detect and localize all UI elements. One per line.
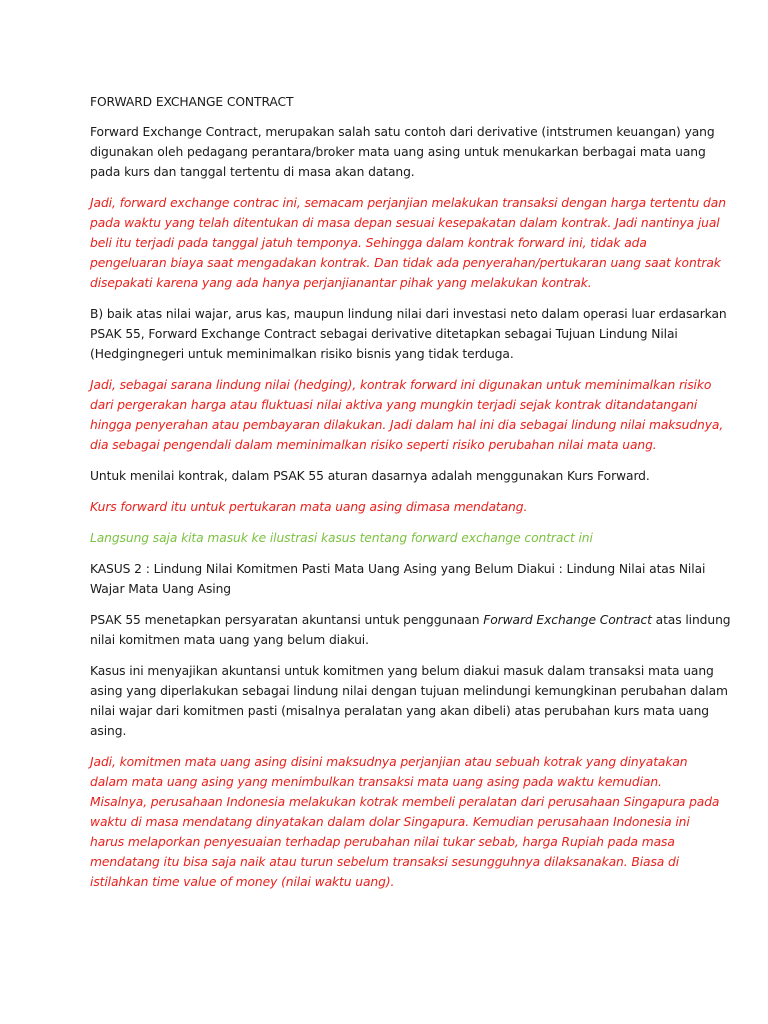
text-segment: PSAK 55 menetapkan persyaratan akuntansi untuk penggunaan — [90, 613, 484, 627]
text-line: mendatang itu bisa saja naik atau turun sebelum transaksi sesungguhnya dilaksanakan. Biasa di — [90, 855, 680, 869]
text-line: Langsung saja kita masuk ke ilustrasi kasus tentang forward exchange contract ini — [90, 531, 593, 545]
text-line: pada kurs dan tanggal tertentu di masa akan datang. — [90, 165, 415, 179]
text-line: Kurs forward itu untuk pertukaran mata uang asing dimasa mendatang. — [90, 500, 528, 514]
paragraph-case-description — [90, 661, 728, 741]
text-line: Kasus ini menyajikan akuntansi untuk komitmen yang belum diakui masuk dalam transaksi mata uang — [90, 664, 714, 678]
text-line: PSAK 55, Forward Exchange Contract sebagai derivative ditetapkan sebagai Tujuan Lindung Nilai — [90, 327, 678, 341]
text-segment: atas lindung — [651, 613, 731, 627]
text-line: (Hedgingnegeri untuk meminimalkan risiko bisnis yang tidak terduga. — [90, 347, 514, 361]
paragraph-explanation-2 — [90, 375, 724, 455]
text-line: beli itu terjadi pada tanggal jatuh temponya. Sehingga dalam kontrak forward ini, tidak ada — [90, 236, 647, 250]
text-line: dalam mata uang asing yang menimbulkan transaksi mata uang asing pada waktu kemudian. — [90, 775, 662, 789]
text-line: B) baik atas nilai wajar, arus kas, maupun lindung nilai dari investasi neto dalam operasi luar erdasarkan — [90, 307, 727, 321]
text-line: hingga penyerahan atau pembayaran dilakukan. Jadi dalam hal ini dia sebagai lindung nilai maksudnya, — [90, 418, 724, 432]
document-body — [90, 92, 731, 903]
paragraph-definition — [90, 122, 715, 182]
paragraph-explanation-4 — [90, 752, 720, 892]
text-line: KASUS 2 : Lindung Nilai Komitmen Pasti Mata Uang Asing yang Belum Diakui : Lindung Nilai atas Nilai — [90, 562, 706, 576]
text-line: harus melaporkan penyesuaian terhadap perubahan nilai tukar sebab, harga Rupiah pada masa — [90, 835, 675, 849]
text-line: disepakati karena yang ada hanya perjanjianantar pihak yang melakukan kontrak. — [90, 276, 592, 290]
text-line: waktu di masa mendatang dinyatakan dalam dolar Singapura. Kemudian perusahaan Indonesia ini — [90, 815, 690, 829]
paragraph-kurs-forward-rule — [90, 466, 690, 486]
text-line: istilahkan time value of money (nilai waktu uang). — [90, 875, 395, 889]
text-line: Jadi, komitmen mata uang asing disini maksudnya perjanjian atau sebuah kotrak yang dinyatakan — [90, 755, 688, 769]
document-title: FORWARD EXCHANGE CONTRACT — [90, 95, 294, 109]
case-heading — [90, 559, 706, 599]
text-line: nilai komitmen mata uang yang belum diakui. — [90, 633, 369, 647]
text-line: dari pergerakan harga atau fluktuasi nilai aktiva yang mungkin terjadi sejak kontrak ditandatangani — [90, 398, 698, 412]
text-line: Forward Exchange Contract, merupakan salah satu contoh dari derivative (intstrumen keuangan) yang — [90, 125, 715, 139]
text-line: pada waktu yang telah ditentukan di masa depan sesuai kesepakatan dalam kontrak. Jadi nantinya jual — [90, 216, 720, 230]
paragraph-illustration-note — [90, 528, 690, 548]
paragraph-psak55-requirements — [90, 610, 731, 650]
text-line: digunakan oleh pedagang perantara/broker mata uang asing untuk menukarkan berbagai mata uang — [90, 145, 706, 159]
text-line: Jadi, forward exchange contrac ini, semacam perjanjian melakukan transaksi dengan harga tertentu dan — [90, 196, 726, 210]
text-line: Jadi, sebagai sarana lindung nilai (hedging), kontrak forward ini digunakan untuk meminimalkan risiko — [90, 378, 712, 392]
text-segment-italic: Forward Exchange Contract — [483, 613, 652, 627]
paragraph-explanation-1 — [90, 193, 726, 293]
paragraph-explanation-3 — [90, 497, 690, 517]
text-line: asing. — [90, 724, 127, 738]
text-line: asing yang diperlakukan sebagai lindung nilai dengan tujuan melindungi kemungkinan perubahan dalam — [90, 684, 728, 698]
paragraph-psak55-hedging — [90, 304, 727, 364]
text-line: Misalnya, perusahaan Indonesia melakukan kotrak membeli peralatan dari perusahaan Singapura pada — [90, 795, 720, 809]
text-line: nilai wajar dari komitmen pasti (misalnya peralatan yang akan dibeli) atas perubahan kurs mata uang — [90, 704, 709, 718]
text-line: dia sebagai pengendali dalam meminimalkan risiko seperti risiko perubahan nilai mata uang. — [90, 438, 657, 452]
text-line: pengeluaran biaya saat mengadakan kontrak. Dan tidak ada penyerahan/pertukaran uang saat kontrak — [90, 256, 721, 270]
text-line — [90, 610, 731, 630]
text-line: Wajar Mata Uang Asing — [90, 582, 232, 596]
text-line: Untuk menilai kontrak, dalam PSAK 55 aturan dasarnya adalah menggunakan Kurs Forward. — [90, 469, 650, 483]
